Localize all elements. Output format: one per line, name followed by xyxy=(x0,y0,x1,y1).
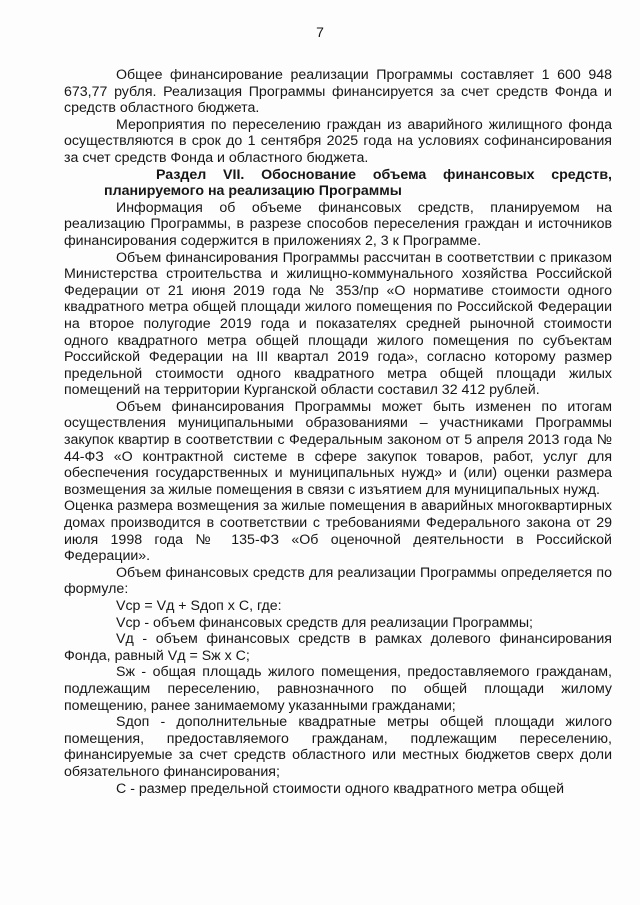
definition-szh: Sж - общая площадь жилого помещения, предоставляемого гражданам, подлежащим переселению, равнозначного по общей площади жилому помещению, ранее занимаемому указанными гражданами; xyxy=(64,664,612,714)
definition-vd: Vд - объем финансовых средств в рамках долевого финансирования Фонда, равный Vд = Sж х С; xyxy=(64,631,612,664)
paragraph-financing-change: Объем финансирования Программы может быть изменен по итогам осуществления муниципальными образованиями – участниками Программы закупок квартир в соответствии с Федеральным законом от 5 апреля 2013 года № 44-ФЗ «О контрактной системе в сфере закупок товаров, работ, услуг для обеспечения государственных и муниципальных нужд» и (или) оценки размера возмещения за жилые помещения в связи с изъятием для муниципальных нужд. xyxy=(64,398,612,498)
definition-c: С - размер предельной стоимости одного квадратного метра общей xyxy=(116,780,565,797)
paragraph-formula-intro: Объем финансовых средств для реализации Программы определяется по формуле: xyxy=(64,564,612,598)
paragraph-financing-basis: Объем финансирования Программы рассчитан в соответствии с приказом Министерства строительства и жилищно-коммунального хозяйства Российской Федерации от 21 июня 2019 года № 353/пр «О нормативе стоимости одного квадратного метра общей площади жилого помещения по Российской Федерации на второе полугодие 2019 года и показателях средней рыночной стоимости одного квадратного метра общей площади жилого помещения по субъектам Российской Федерации на III квартал 2019 года», согласно которому размер предельной стоимости одного квадратного метра общей площади жилых помещений на территории Курганской области составил 32 412 рублей. xyxy=(64,249,612,399)
definition-vsr: Vср - объем финансовых средств для реализации Программы; xyxy=(116,614,533,631)
page-number: 7 xyxy=(316,24,324,40)
section-heading: Раздел VII. Обоснование объема финансовых средств, планируемого на реализацию Программы xyxy=(104,166,612,200)
page-content xyxy=(64,67,612,797)
formula-line: Vср = Vд + Sдоп х С, где: xyxy=(116,598,282,614)
definition-sdop: Sдоп - дополнительные квадратные метры общей площади жилого помещения, предоставляемого гражданам, подлежащим переселению, финансируемые за счет средств областного или местных бюджетов сверх доли обязательного финансирования; xyxy=(64,714,612,780)
paragraph-compensation-assessment: Оценка размера возмещения за жилые помещения в аварийных многоквартирных домах производится в соответствии с требованиями Федерального закона от 29 июля 1998 года № 135-ФЗ «Об оценочной деятельности в Российской Федерации». xyxy=(64,498,612,565)
paragraph-info-volume: Информация об объеме финансовых средств, планируемом на реализацию Программы, в разрезе способов переселения граждан и источников финансирования содержится в приложениях 2, 3 к Программе. xyxy=(64,199,612,249)
paragraph-relocation-terms: Мероприятия по переселению граждан из аварийного жилищного фонда осуществляются в срок до 1 сентября 2025 года на условиях софинансирования за счет средств Фонда и областного бюджета. xyxy=(64,116,612,166)
paragraph-total-financing: Общее финансирование реализации Программы составляет 1 600 948 673,77 рубля. Реализация Программы финансируется за счет средств Фонда и средств областного бюджета. xyxy=(64,67,612,117)
